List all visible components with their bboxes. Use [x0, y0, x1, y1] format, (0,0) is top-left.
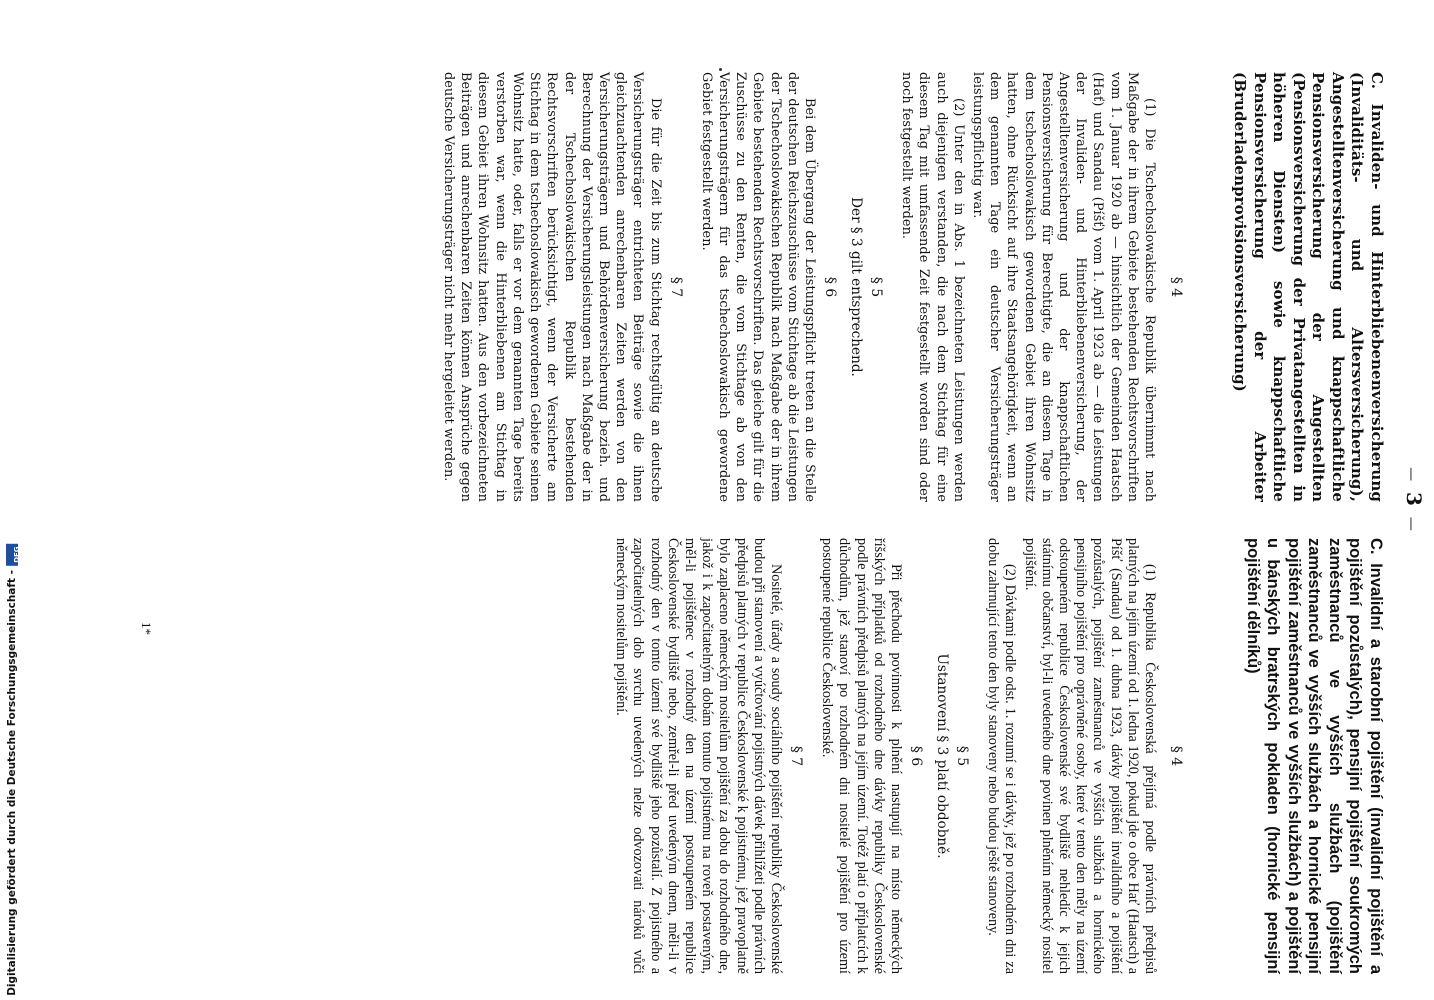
czech-heading: C. Invalidní a starobní pojištění (invalidní pojištění a pojištění pozůstalých), pensijní pojištění soukromých zaměstnanců ve vyšších službách (pojištění zaměstnanců ve vyšších službách a hornické pensijní pojištění zaměstnanců ve vyšších službách) a pojištění u bánských bratrských pokladen (hornické pensijní pojištění dělníků) [1244, 538, 1385, 974]
page-number-dash-left: — [1403, 467, 1419, 484]
czech-section-4-paragraph-2: (2) Dávkami podle odst. 1. rozumí se i dávky, jež po rozhodném dni za dobu zahrnující tento den byly stanoveny nebo budou ještě stanoveny. [985, 538, 1019, 974]
digitization-credit-text: Digitalisierung gefördert durch die Deutsche Forschungsgemeinschaft - [6, 570, 18, 996]
czech-section-5-text: Ustanovení § 3 platí obdobně. [933, 653, 950, 859]
german-section-5-text: Der § 3 gilt entsprechend. [847, 197, 864, 377]
print-speck [719, 68, 722, 71]
page-number-value: 3 [1402, 492, 1426, 508]
digitization-credit-inner [6, 544, 21, 996]
german-section-6-title: § 6 [821, 276, 838, 298]
czech-section-6-paragraph: Při přechodu povinnosti k plnění nastupují na místo německých říšských příplatků od rozhodného dne dávky republiky Československé podle právních předpisů platných na jejím území. Totéž platí o příplatcích k důchodům, jež stanoví po rozhodném dni nositelé pojištění pro území postoupené republice Československé. [819, 538, 904, 974]
czech-column [612, 538, 1386, 974]
czech-section-7-paragraph: Nositelé, úřady a soudy sociálního pojištění republiky Československé budou při stanovení a vyúčtování pojistných dávek přihlížeti podle právních předpisů platných v republice Československé k pojistnému, jež pravoplatně bylo zaplaceno německým nositelům pojištění za dobu do rozhodného dne, jakož i k započitatelným dobám tomuto pojistnému na roveň postaveným, měl-li pojištěnec v rozhodný den na území postoupeném republice Československé bydliště nebo, zemřel-li před uvedeným dnem, měli-li v rozhodný den v tomto území své bydliště jeho pozůstalí. Z pojistného a započitatelných dob svrchu uvedených nelze odvozovati nároků vůči německým nositelům pojištění. [613, 538, 784, 974]
footnote-marker: 1* [139, 622, 154, 635]
dfg-logo-icon: DFG [6, 544, 18, 566]
page-number-dash-right: — [1403, 516, 1419, 533]
czech-section-7-title: § 7 [787, 745, 804, 767]
german-heading: C. Invaliden- und Hinterbliebenenversicherung (Invaliditäts- und Altersversicherung), Angestelltenversicherung und knappschaftliche Pensionsversicherung der Angestellten (Pensionsversicherung der Privatangestellten in höheren Diensten) sowie knappschaftliche Pensionsversicherung der Arbeiter (Bruderladenprovisionsversicherung) [1231, 72, 1386, 502]
czech-section-5-title: § 5 [953, 745, 970, 767]
german-section-5-title: § 5 [867, 276, 884, 298]
german-column [440, 72, 1386, 502]
czech-section-4-title: § 4 [1168, 745, 1184, 767]
page-number [1402, 455, 1426, 545]
czech-section-4-paragraph-1: (1) Republika Československá přejímá podle právních předpisů platných na jejím území od 1. ledna 1920, pokud jde o obce Hať (Haatsch) a Píšť (Sandau) od 1. dubna 1923, dávky pojištění invalidního a pojištění pozůstalých, pojištění zaměstnanců ve vyšších službách a hornického pensijního pojištění pro oprávněné osoby, které v tento den měly na území odstoupeném republice Československé své bydliště nehledíc k jejich státnímu občanství, byl-li uvedeného dne povinen plněním německý nositel pojištění. [1021, 538, 1158, 974]
digitization-credit [6, 0, 22, 1000]
czech-section-6-title: § 6 [907, 745, 924, 767]
german-section-4-paragraph-1: (1) Die Tschechoslowakische Republik übernimmt nach Maßgabe der in ihrem Gebiete bestehenden Rechtsvorschriften vom 1. Januar 1920 ab — hinsichtlich der Gemeinden Haatsch (Hať) und Sandau (Píšť) vom 1. April 1923 ab — die Leistungen der Invaliden- und Hinterbliebenenversicherung, der Angestelltenversicherung und der knappschaftlichen Pensionsversicherung für Berechtigte, die an diesem Tage in dem tschechoslowakisch gewordenen Gebiet ihren Wohnsitz hatten, ohne Rücksicht auf ihre Staatsangehörigkeit, wenn an dem genannten Tage ein deutscher Versicherungsträger leistungspflichtig war. [969, 72, 1157, 502]
german-section-4-paragraph-2: (2) Unter den in Abs. 1 bezeichneten Leistungen werden auch diejenigen verstanden, die nach dem Stichtag für eine diesem Tag mit umfassende Zeit festgestellt worden sind oder noch festgestellt werden. [899, 72, 966, 502]
german-section-7-paragraph: Die für die Zeit bis zum Stichtag rechtsgültig an deutsche Versicherungsträger entrichteten Beiträge sowie die ihnen gleichzuachtenden anrechenbaren Zeiten werden von den Versicherungsträgern und Behördenversicherung bezieh. und Berechnung der Versicherungsleistungen nach Maßgabe der in der Tschechoslowakischen Republik bestehenden Rechtsvorschriften berücksichtigt, wenn der Versicherte am Stichtag in dem tschechoslowakisch gewordenen Gebiete seinen Wohnsitz hatte, oder, falls er vor dem genannten Tage bereits verstorben war, wenn die Hinterbliebenen am Stichtag in diesem Gebiet ihren Wohnsitz hatten. Aus den vorbezeichneten Beiträgen und anrechenbaren Zeiten können Ansprüche gegen deutsche Versicherungsträger nicht mehr hergeleitet werden. [441, 72, 663, 502]
german-section-4-title: § 4 [1168, 276, 1184, 298]
german-section-7-title: § 7 [667, 276, 684, 298]
german-section-6-paragraph: Bei dem Übergang der Leistungspflicht treten an die Stelle der deutschen Reichszuschüsse vom Stichtage ab die Leistungen der Tschechoslowakischen Republik nach Maßgabe der in ihrem Gebiete bestehenden Rechtsvorschriften. Das gleiche gilt für die Zuschüsse zu den Renten, die vom Stichtage ab von den Versicherungsträgern für das tschechoslowakisch gewordene Gebiet festgestellt werden. [698, 72, 817, 502]
